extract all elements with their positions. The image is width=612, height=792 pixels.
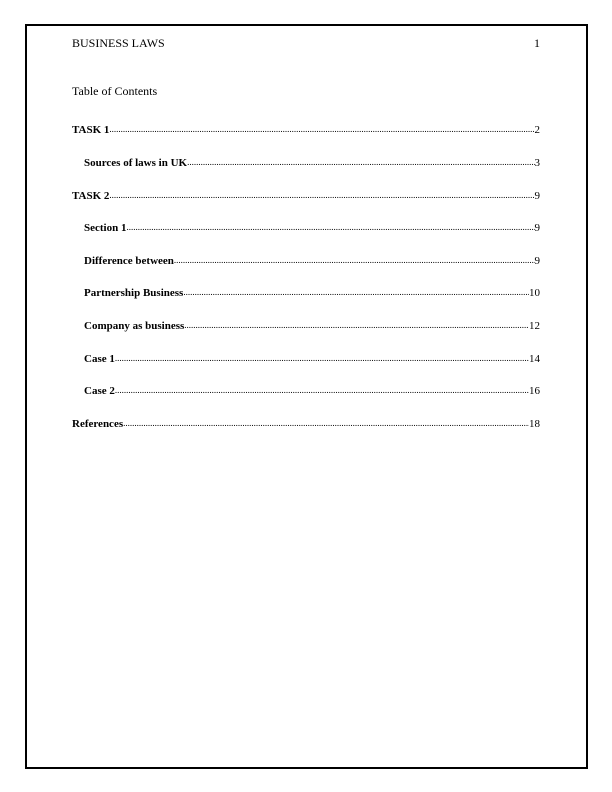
toc-leader-dots	[115, 351, 529, 365]
toc-entry-page: 10	[529, 287, 540, 299]
toc-leader-dots	[183, 285, 529, 299]
toc-entry-page: 3	[534, 157, 540, 169]
toc-entry-label: TASK 2	[72, 190, 110, 202]
toc-leader-dots	[109, 188, 534, 202]
toc-entry-label: Section 1	[84, 222, 127, 234]
toc-entry-label: TASK 1	[72, 124, 110, 136]
toc-leader-dots	[187, 155, 534, 169]
toc-entry-difference-between[interactable]	[84, 254, 540, 268]
toc-title: Table of Contents	[72, 84, 158, 98]
toc-leader-dots	[115, 383, 529, 397]
toc-entry-section-1[interactable]	[84, 221, 540, 235]
toc-entry-label: Sources of laws in UK	[84, 157, 188, 169]
toc-entry-page: 9	[534, 222, 540, 234]
toc-entry-label: Partnership Business	[84, 287, 184, 299]
toc-entry-page: 14	[529, 353, 540, 365]
toc-leader-dots	[109, 122, 534, 136]
toc-entry-label: Case 1	[84, 353, 115, 365]
toc-entry-page: 9	[534, 190, 540, 202]
toc-entry-label: Case 2	[84, 385, 115, 397]
toc-entry-case-1[interactable]	[84, 352, 540, 366]
toc-leader-dots	[126, 220, 534, 234]
toc-leader-dots	[184, 318, 529, 332]
toc-entry-label: Company as business	[84, 320, 185, 332]
toc-entry-case-2[interactable]	[84, 384, 540, 398]
toc-entry-company-as-business[interactable]	[84, 319, 540, 333]
toc-entry-sources-of-laws[interactable]	[84, 156, 540, 170]
toc-leader-dots	[123, 416, 529, 430]
toc-leader-dots	[174, 253, 535, 267]
toc-entry-label: Difference between	[84, 255, 174, 267]
toc-entry-task-2[interactable]	[72, 189, 540, 203]
toc-entry-page: 16	[529, 385, 540, 397]
toc-entry-task-1[interactable]	[72, 123, 540, 137]
toc-entry-partnership-business[interactable]	[84, 286, 540, 300]
toc-entry-page: 18	[529, 418, 540, 430]
toc-entry-label: References	[72, 418, 124, 430]
toc-entry-references[interactable]	[72, 417, 540, 431]
running-header-page-number: 1	[534, 36, 540, 50]
running-header-title: BUSINESS LAWS	[72, 36, 165, 50]
toc-entry-page: 9	[534, 255, 540, 267]
toc-entry-page: 2	[534, 124, 540, 136]
toc-entry-page: 12	[529, 320, 540, 332]
